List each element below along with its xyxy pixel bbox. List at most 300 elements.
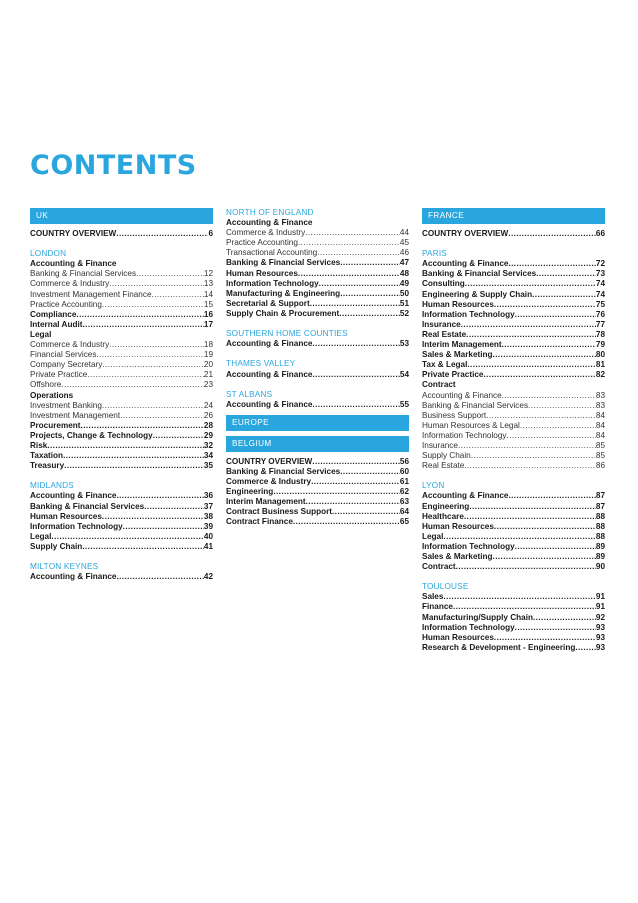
dot-leader [502, 340, 596, 350]
toc-entry[interactable] [422, 401, 605, 411]
toc-entry-page: 45 [399, 238, 409, 248]
toc-entry-page: 21 [203, 370, 213, 380]
contents-column-2 [226, 208, 409, 528]
toc-entry[interactable] [30, 370, 213, 380]
toc-entry-page: 24 [203, 400, 213, 410]
toc-entry-label: Supply Chain [30, 541, 83, 551]
toc-entry[interactable] [226, 477, 409, 487]
toc-entry-page: 51 [399, 298, 409, 308]
toc-entry-page: 91 [595, 602, 605, 612]
toc-entry-label: Company Secretary [30, 360, 103, 370]
toc-entry-label: Human Resources [30, 511, 102, 521]
toc-entry-label: Engineering [422, 501, 470, 511]
section-banner-france: FRANCE [422, 208, 605, 224]
toc-entry-label: Secretarial & Support [226, 298, 310, 308]
toc-entry-label: Practice Accounting [226, 238, 298, 248]
toc-entry-label: Research & Development - Engineering [422, 642, 576, 652]
toc-entry-page: 75 [595, 299, 605, 309]
dot-leader [536, 269, 596, 279]
toc-entry-label: Investment Management Finance [30, 289, 152, 299]
dot-leader [312, 370, 399, 380]
toc-entry-page: 47 [399, 258, 409, 268]
dot-leader [63, 451, 204, 461]
toc-entry-page: 90 [595, 562, 605, 572]
toc-entry-label: Contract Business Support [226, 507, 332, 517]
toc-entry[interactable] [30, 269, 213, 279]
dot-leader [520, 421, 596, 431]
toc-entry-label: Commerce & Industry [30, 279, 110, 289]
dot-leader [467, 360, 596, 370]
toc-entry[interactable] [422, 391, 605, 401]
toc-entry-label: Banking & Financial Services [30, 269, 137, 279]
toc-entry[interactable] [30, 512, 213, 522]
toc-entry[interactable] [226, 238, 409, 248]
toc-entry[interactable] [422, 279, 605, 289]
toc-entry[interactable] [30, 542, 213, 552]
dot-leader [153, 431, 204, 441]
dot-leader [317, 248, 400, 258]
toc-entry-page: 81 [595, 360, 605, 370]
spacer [422, 572, 605, 582]
subheading-operations: Operations [30, 390, 74, 400]
toc-entry[interactable] [226, 487, 409, 497]
toc-entry[interactable] [422, 441, 605, 451]
toc-entry[interactable] [226, 289, 409, 299]
toc-entry-label: Banking & Financial Services [30, 501, 145, 511]
toc-entry-label: Private Practice [30, 370, 88, 380]
toc-entry-label: Healthcare [422, 511, 464, 521]
toc-entry[interactable] [226, 339, 409, 349]
dot-leader [493, 350, 596, 360]
toc-entry-page: 38 [203, 511, 213, 521]
toc-entry-page: 55 [399, 399, 409, 409]
toc-entry-page: 36 [203, 491, 213, 501]
toc-entry-page: 82 [595, 370, 605, 380]
toc-entry-page: 65 [399, 517, 409, 527]
toc-entry-page: 28 [203, 420, 213, 430]
dot-leader [51, 532, 204, 542]
toc-entry-label: Accounting & Finance [226, 399, 313, 409]
toc-entry[interactable] [422, 370, 605, 380]
spacer [226, 319, 409, 329]
toc-entry[interactable] [422, 613, 605, 623]
toc-entry[interactable] [30, 300, 213, 310]
toc-entry-label: Business Support [422, 410, 487, 420]
toc-entry-page: 12 [203, 269, 213, 279]
toc-entry-page: 40 [203, 531, 213, 541]
toc-entry[interactable] [30, 491, 213, 501]
toc-entry-label: Private Practice [422, 370, 484, 380]
toc-entry[interactable] [422, 451, 605, 461]
toc-entry[interactable] [422, 229, 605, 239]
toc-entry-label: Investment Banking [30, 400, 102, 410]
toc-entry[interactable] [30, 441, 213, 451]
toc-entry-page: 74 [595, 289, 605, 299]
toc-entry-label: Commerce & Industry [226, 477, 312, 487]
dot-leader [102, 401, 204, 411]
region-heading-milton-keynes: MILTON KEYNES [30, 562, 99, 572]
dot-leader [102, 512, 204, 522]
toc-entry[interactable] [422, 350, 605, 360]
toc-entry-page: 44 [399, 228, 409, 238]
toc-entry-page: 78 [595, 329, 605, 339]
dot-leader [443, 592, 595, 602]
toc-entry-label: Offshore [30, 380, 62, 390]
dot-leader [465, 279, 596, 289]
contents-column-1 [30, 208, 213, 582]
toc-entry[interactable] [422, 542, 605, 552]
toc-entry[interactable] [422, 491, 605, 501]
toc-entry-page: 46 [399, 248, 409, 258]
dot-leader [298, 269, 400, 279]
dot-leader [458, 441, 596, 451]
toc-entry-label: Accounting & Finance [226, 369, 313, 379]
toc-entry-label: Information Technology [422, 622, 515, 632]
toc-entry[interactable] [30, 431, 213, 441]
toc-entry-label: Legal [30, 531, 52, 541]
dot-leader [508, 259, 595, 269]
region-heading-southern-home-counties: SOUTHERN HOME COUNTIES [226, 329, 348, 339]
region-heading-lyon: LYON [422, 481, 445, 491]
toc-entry-page: 92 [595, 612, 605, 622]
dot-leader [136, 269, 204, 279]
dot-leader [298, 238, 400, 248]
region-heading-thames-valley: THAMES VALLEY [226, 359, 296, 369]
toc-entry[interactable] [422, 431, 605, 441]
subheading-accounting-and-finance: Accounting & Finance [226, 218, 313, 228]
toc-entry[interactable] [422, 320, 605, 330]
dot-leader [486, 411, 596, 421]
toc-entry[interactable] [422, 360, 605, 370]
toc-entry-label: Transactional Accounting [226, 248, 318, 258]
toc-entry[interactable] [226, 400, 409, 410]
toc-entry-page: 88 [595, 511, 605, 521]
toc-entry-page: 87 [595, 501, 605, 511]
toc-entry-page: 17 [203, 319, 213, 329]
toc-entry-page: 26 [203, 410, 213, 420]
dot-leader [508, 491, 595, 501]
toc-entry-label: COUNTRY OVERVIEW [30, 229, 117, 238]
toc-entry[interactable] [422, 592, 605, 602]
toc-entry-page: 39 [203, 521, 213, 531]
toc-entry-page: 16 [203, 309, 213, 319]
dot-leader [319, 279, 400, 289]
spacer [226, 380, 409, 390]
dot-leader [96, 350, 203, 360]
toc-entry-page: 48 [399, 268, 409, 278]
toc-entry[interactable] [226, 467, 409, 477]
dot-leader [493, 552, 596, 562]
toc-entry[interactable] [30, 572, 213, 582]
dot-leader [312, 457, 400, 467]
toc-entry-label: Accounting & Finance [422, 259, 509, 269]
dot-leader [64, 461, 204, 471]
dot-leader [144, 502, 204, 512]
dot-leader [453, 602, 596, 612]
toc-entry[interactable] [226, 507, 409, 517]
page-title: CONTENTS [30, 150, 197, 181]
toc-entry-label: Banking & Financial Services [226, 258, 341, 268]
dot-leader [293, 517, 400, 527]
toc-entry[interactable] [30, 290, 213, 300]
toc-entry-label: Commerce & Industry [226, 228, 306, 238]
toc-entry[interactable] [422, 461, 605, 471]
toc-entry[interactable] [226, 497, 409, 507]
toc-entry-label: Sales & Marketing [422, 350, 493, 360]
toc-entry-page: 88 [595, 521, 605, 531]
toc-entry-page: 18 [203, 340, 213, 350]
region-heading-toulouse: TOULOUSE [422, 582, 469, 592]
toc-entry[interactable] [30, 522, 213, 532]
dot-leader [273, 487, 400, 497]
dot-leader [47, 441, 204, 451]
toc-entry[interactable] [226, 457, 409, 467]
toc-entry-label: Taxation [30, 451, 64, 461]
toc-entry-page: 84 [595, 430, 605, 440]
toc-entry-page: 53 [399, 339, 409, 349]
toc-entry-page: 23 [203, 380, 213, 390]
toc-entry[interactable] [422, 502, 605, 512]
toc-entry-page: 20 [203, 360, 213, 370]
spacer [30, 471, 213, 481]
toc-entry[interactable] [30, 340, 213, 350]
dot-leader [332, 507, 400, 517]
toc-entry-label: Accounting & Finance [30, 572, 117, 582]
toc-entry[interactable] [422, 562, 605, 572]
toc-entry-label: Risk [30, 440, 48, 450]
toc-entry[interactable] [30, 411, 213, 421]
dot-leader [305, 228, 400, 238]
dot-leader [471, 451, 596, 461]
toc-entry-page: 89 [595, 541, 605, 551]
toc-entry[interactable] [422, 623, 605, 633]
spacer [422, 471, 605, 481]
dot-leader [575, 643, 596, 653]
toc-entry-page: 86 [595, 461, 605, 471]
toc-entry-label: Consulting [422, 279, 465, 289]
spacer [30, 552, 213, 562]
toc-entry-label: Projects, Change & Technology [30, 430, 153, 440]
toc-entry[interactable] [422, 290, 605, 300]
toc-entry-label: Procurement [30, 420, 81, 430]
toc-entry-label: Interim Management [226, 497, 306, 507]
toc-entry-label: Accounting & Finance [30, 491, 117, 501]
toc-entry-label: Supply Chain [422, 451, 471, 461]
toc-entry[interactable] [422, 522, 605, 532]
toc-entry-page: 89 [595, 552, 605, 561]
toc-entry[interactable] [422, 643, 605, 653]
toc-entry[interactable] [422, 552, 605, 562]
toc-entry-page: 14 [203, 289, 213, 299]
toc-entry-page: 85 [595, 440, 605, 450]
subheading-contract: Contract [422, 380, 456, 390]
toc-entry-page: 83 [595, 400, 605, 410]
toc-entry[interactable] [422, 330, 605, 340]
toc-entry-page: 74 [595, 279, 605, 289]
toc-entry-page: 32 [203, 440, 213, 450]
toc-entry[interactable] [422, 633, 605, 643]
dot-leader [456, 562, 596, 572]
toc-entry-label: Human Resources [422, 521, 494, 531]
toc-entry-page: 87 [595, 491, 605, 501]
toc-entry-page: 37 [203, 501, 213, 511]
region-heading-midlands: MIDLANDS [30, 481, 74, 491]
toc-entry-page: 84 [595, 410, 605, 420]
toc-entry-page: 72 [595, 259, 605, 269]
dot-leader [310, 299, 400, 309]
toc-entry-label: Commerce & Industry [30, 340, 110, 350]
toc-entry-label: Information Technology [422, 309, 515, 319]
toc-entry[interactable] [226, 279, 409, 289]
dot-leader [109, 340, 204, 350]
toc-entry[interactable] [422, 602, 605, 612]
toc-entry-page: 64 [399, 507, 409, 517]
dot-leader [469, 502, 596, 512]
toc-entry[interactable] [422, 532, 605, 542]
toc-entry-label: Human Resources & Legal [422, 420, 520, 430]
toc-entry-label: Human Resources [226, 268, 298, 278]
dot-leader [515, 542, 596, 552]
dot-leader [461, 320, 596, 330]
toc-entry-page: 15 [203, 299, 213, 309]
dot-leader [528, 401, 596, 411]
toc-entry-page: 88 [595, 531, 605, 541]
dot-leader [116, 491, 203, 501]
toc-entry[interactable] [422, 421, 605, 431]
dot-leader [123, 522, 204, 532]
dot-leader [120, 411, 204, 421]
spacer [30, 239, 213, 249]
toc-entry-label: COUNTRY OVERVIEW [226, 456, 313, 466]
toc-entry-page: 61 [399, 477, 409, 487]
toc-entry-page: 84 [595, 420, 605, 430]
toc-entry-label: Contract [422, 562, 456, 572]
toc-entry-page: 80 [595, 350, 605, 360]
spacer [226, 349, 409, 359]
toc-entry[interactable] [422, 259, 605, 269]
toc-entry[interactable] [226, 258, 409, 268]
dot-leader [464, 512, 596, 522]
spacer [422, 239, 605, 249]
toc-entry[interactable] [226, 370, 409, 380]
toc-entry-page: 42 [203, 572, 213, 582]
toc-entry-label: Tax & Legal [422, 360, 468, 370]
toc-entry-label: Engineering [226, 487, 274, 497]
dot-leader [311, 477, 400, 487]
toc-entry-page: 50 [399, 288, 409, 298]
toc-entry-label: Sales & Marketing [422, 552, 493, 561]
toc-entry-page: 93 [595, 632, 605, 642]
dot-leader [494, 633, 596, 643]
subheading-legal: Legal [30, 329, 52, 339]
toc-entry-label: Finance [422, 602, 453, 612]
toc-entry[interactable] [226, 248, 409, 258]
toc-entry[interactable] [226, 269, 409, 279]
toc-entry[interactable] [30, 229, 213, 239]
toc-entry-label: Information Technology [422, 541, 515, 551]
toc-entry-label: COUNTRY OVERVIEW [422, 229, 509, 238]
dot-leader [116, 572, 203, 582]
section-banner-europe: EUROPE [226, 415, 409, 431]
toc-entry[interactable] [30, 350, 213, 360]
toc-entry-label: Interim Management [422, 340, 502, 350]
dot-leader [312, 339, 399, 349]
toc-entry-label: Investment Management [30, 410, 121, 420]
dot-leader [116, 229, 208, 239]
region-heading-paris: PARIS [422, 249, 447, 259]
toc-entry-page: 66 [595, 229, 605, 238]
toc-entry-page: 29 [203, 430, 213, 440]
toc-entry-label: Practice Accounting [30, 299, 102, 309]
toc-entry[interactable] [422, 269, 605, 279]
toc-entry[interactable] [30, 451, 213, 461]
toc-entry-page: 93 [595, 642, 605, 652]
toc-entry[interactable] [422, 310, 605, 320]
dot-leader [312, 400, 399, 410]
toc-entry[interactable] [30, 310, 213, 320]
toc-entry[interactable] [226, 517, 409, 527]
dot-leader [82, 542, 204, 552]
toc-entry-label: Legal [422, 531, 444, 541]
toc-entry[interactable] [30, 360, 213, 370]
dot-leader [152, 290, 204, 300]
toc-entry-page: 63 [399, 497, 409, 507]
toc-entry[interactable] [226, 299, 409, 309]
toc-entry[interactable] [30, 401, 213, 411]
toc-entry-label: Accounting & Finance [422, 390, 502, 400]
toc-entry[interactable] [422, 300, 605, 310]
dot-leader [109, 279, 204, 289]
dot-leader [102, 300, 204, 310]
toc-entry[interactable] [422, 411, 605, 421]
toc-entry[interactable] [30, 532, 213, 542]
dot-leader [87, 370, 204, 380]
toc-entry[interactable] [30, 421, 213, 431]
toc-entry-page: 93 [595, 622, 605, 632]
toc-entry-label: Human Resources [422, 632, 494, 642]
toc-entry-label: Human Resources [422, 299, 494, 309]
dot-leader [339, 309, 400, 319]
dot-leader [82, 320, 203, 330]
toc-entry[interactable] [30, 380, 213, 390]
region-heading-london: LONDON [30, 249, 67, 259]
toc-entry-label: Banking & Financial Services [422, 400, 529, 410]
toc-entry[interactable] [422, 340, 605, 350]
toc-entry-page: 41 [203, 541, 213, 551]
section-banner-belgium: BELGIUM [226, 436, 409, 452]
toc-entry-label: Internal Audit [30, 319, 83, 329]
toc-entry-label: Insurance [422, 319, 461, 329]
toc-entry[interactable] [30, 320, 213, 330]
toc-entry-page: 62 [399, 487, 409, 497]
toc-entry[interactable] [30, 279, 213, 289]
toc-entry[interactable] [226, 228, 409, 238]
dot-leader [464, 461, 596, 471]
toc-entry-page: 60 [399, 466, 409, 476]
toc-entry-page: 13 [203, 279, 213, 289]
toc-entry[interactable] [30, 461, 213, 471]
toc-entry-page: 73 [595, 269, 605, 279]
toc-entry[interactable] [226, 309, 409, 319]
dot-leader [502, 391, 596, 401]
dot-leader [533, 613, 596, 623]
toc-entry-label: Banking & Financial Services [226, 466, 341, 476]
toc-entry[interactable] [30, 502, 213, 512]
toc-entry-label: Engineering & Supply Chain [422, 289, 533, 299]
toc-entry[interactable] [422, 512, 605, 522]
toc-entry-label: Information Technology [30, 521, 123, 531]
section-banner-uk: UK [30, 208, 213, 224]
